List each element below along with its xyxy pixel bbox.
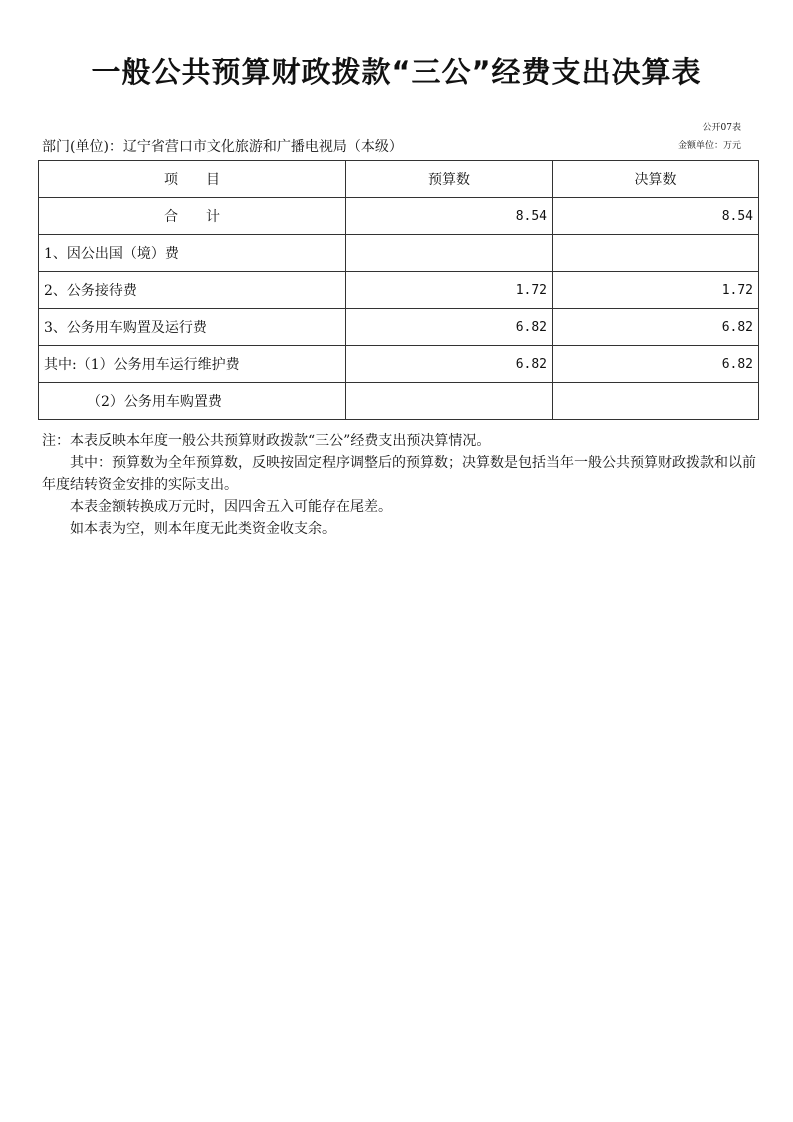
row-final — [553, 383, 759, 420]
table-row-total — [39, 198, 759, 235]
row-label: 2、公务接待费 — [39, 272, 346, 309]
notes — [42, 430, 758, 540]
table-row — [39, 235, 759, 272]
row-budget — [346, 383, 553, 420]
header-item: 项 目 — [39, 161, 346, 198]
header-budget: 预算数 — [346, 161, 553, 198]
row-budget: 6.82 — [346, 309, 553, 346]
table-row — [39, 346, 759, 383]
note-line: 其中：预算数为全年预算数，反映按固定程序调整后的预算数；决算数是包括当年一般公共预算财政拨款和以前年度结转资金安排的实际支出。 — [42, 455, 756, 493]
amount-unit: 金额单位：万元 — [677, 141, 741, 151]
table-row — [39, 272, 759, 309]
row-budget — [346, 235, 553, 272]
note-line: 如本表为空，则本年度无此类资金收支余。 — [70, 521, 336, 537]
row-budget: 8.54 — [346, 198, 553, 235]
row-budget: 6.82 — [346, 346, 553, 383]
note-line: 注：本表反映本年度一般公共预算财政拨款“三公”经费支出预决算情况。 — [42, 433, 491, 449]
row-final: 1.72 — [553, 272, 759, 309]
table-header-row — [39, 161, 759, 198]
row-label: 3、公务用车购置及运行费 — [39, 309, 346, 346]
row-final: 8.54 — [553, 198, 759, 235]
header-final: 决算数 — [553, 161, 759, 198]
page-title: 一般公共预算财政拨款“三公”经费支出决算表 — [91, 55, 702, 89]
department-label: 部门(单位)：辽宁省营口市文化旅游和广播电视局（本级） — [42, 139, 403, 155]
form-number: 公开07表 — [702, 123, 741, 133]
row-budget: 1.72 — [346, 272, 553, 309]
table-row — [39, 383, 759, 420]
row-label: 合 计 — [39, 198, 346, 235]
expense-table — [38, 160, 759, 420]
row-final — [553, 235, 759, 272]
row-final: 6.82 — [553, 309, 759, 346]
note-line: 本表金额转换成万元时，因四舍五入可能存在尾差。 — [70, 499, 392, 515]
table-row — [39, 309, 759, 346]
row-label: 其中:（1）公务用车运行维护费 — [39, 346, 346, 383]
row-label: （2）公务用车购置费 — [39, 383, 346, 420]
row-label: 1、因公出国（境）费 — [39, 235, 346, 272]
row-final: 6.82 — [553, 346, 759, 383]
